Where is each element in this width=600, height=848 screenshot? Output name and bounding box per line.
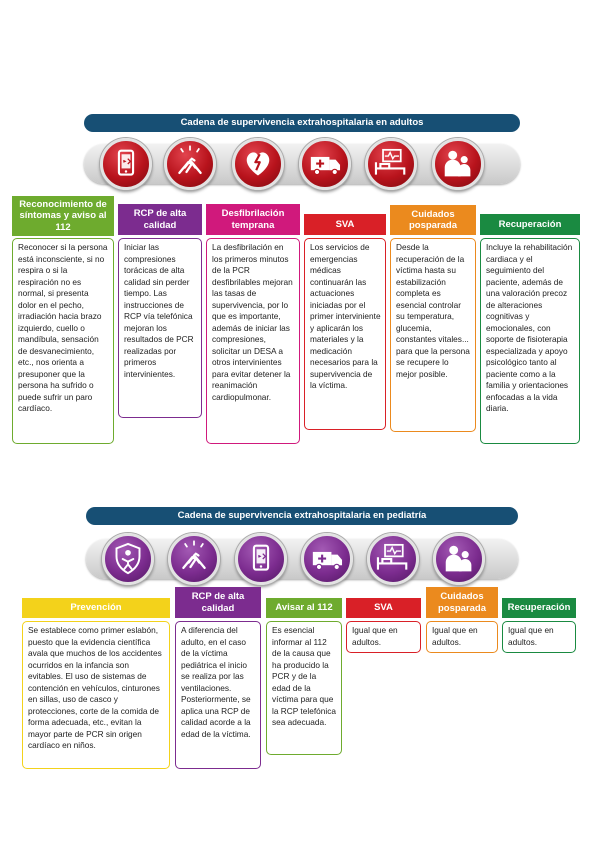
ambulance-icon <box>301 533 353 585</box>
hands-icon <box>164 138 216 190</box>
pediatrics-text-postcare: Igual que en adultos. <box>426 621 498 653</box>
phone-icon <box>235 533 287 585</box>
pediatrics-title: Cadena de supervivencia extrahospitalaria en pediatría <box>177 510 427 521</box>
adults-header-sva: SVA <box>304 214 386 235</box>
hands-icon <box>168 533 220 585</box>
adults-text-recognition: Reconocer si la persona está inconsciente, si no respira o si la respiración no es normal, si presenta dolor en el pecho, irradiación hacia brazo izquierdo, cuello o mandíbula, sensación de desvanecimiento, etc., nos orienta a presuponer que la persona ha sufrido o puede sufrir un paro cardíaco. <box>12 238 114 444</box>
family-icon <box>433 533 485 585</box>
pediatrics-text-prevention: Se establece como primer eslabón, puesto que la evidencia científica avala que muchos de los accidentes ocurridos en la infancia son evitables. El uso de sistemas de contención en vehículos, cinturones en sillas, uso de casco y protecciones, corte de la comida de forma adecuada, etc., evitan la mayor parte de PCR sin origen cardíaco en niños. <box>22 621 170 769</box>
pediatrics-text-rcp: A diferencia del adulto, en el caso de la víctima pediátrica el inicio se realiza por las ventilaciones. Posteriormente, se aplica una RCP de calidad acorde a la edad de la víctima. <box>175 621 261 769</box>
pediatrics-header-rcp: RCP de alta calidad <box>175 587 261 618</box>
pediatrics-header-call-112: Avisar al 112 <box>266 598 342 618</box>
pediatrics-header-recovery: Recuperación <box>502 598 576 618</box>
heart-bolt-icon <box>232 138 284 190</box>
pediatrics-text-recovery: Igual que en adultos. <box>502 621 576 653</box>
adults-header-defibrillation: Desfibrilación temprana <box>206 204 300 235</box>
hospital-bed-icon <box>367 533 419 585</box>
phone-icon <box>100 138 152 190</box>
child-shield-icon <box>102 533 154 585</box>
adults-title-banner <box>84 114 520 132</box>
adults-text-postcare: Desde la recuperación de la víctima hasta su estabilización completa es esencial controlar su temperatura, glucemia, constantes vitales... para que la persona se recupere lo mejor posible. <box>390 238 476 432</box>
adults-header-recognition: Reconocimiento de síntomas y aviso al 112 <box>12 196 114 236</box>
ambulance-icon <box>299 138 351 190</box>
pediatrics-header-prevention: Prevención <box>22 598 170 618</box>
pediatrics-text-sva: Igual que en adultos. <box>346 621 421 653</box>
hospital-bed-icon <box>365 138 417 190</box>
adults-header-rcp: RCP de alta calidad <box>118 204 202 235</box>
adults-text-rcp: Iniciar las compresiones torácicas de alta calidad sin perder tiempo. Las instrucciones de RCP vía telefónica mejoran los resultados de PCR realizadas por primeros intervinientes. <box>118 238 202 418</box>
pediatrics-header-sva: SVA <box>346 598 421 618</box>
pediatrics-header-postcare: Cuidados posparada <box>426 587 498 618</box>
pediatrics-text-call-112: Es esencial informar al 112 de la causa que ha producido la PCR y de la edad de la víctima para que la RCP telefónica sea adecuada. <box>266 621 342 755</box>
adults-text-defibrillation: La desfibrilación en los primeros minutos de la PCR desfibrilables mejoran las tasas de supervivencia, por lo que es importante, además de iniciar las compresiones, solicitar un DESA a otros intervinientes para evitar detener la reanimación cardiopulmonar. <box>206 238 300 444</box>
adults-text-sva: Los servicios de emergencias médicas continuarán las actuaciones iniciadas por el primer interviniente y aplicarán los materiales y la medicación necesarios para la supervivencia de la víctima. <box>304 238 386 430</box>
adults-header-recovery: Recuperación <box>480 214 580 235</box>
pediatrics-title-banner <box>86 507 518 525</box>
adults-title: Cadena de supervivencia extrahospitalaria en adultos <box>180 117 424 128</box>
adults-text-recovery: Incluye la rehabilitación cardiaca y el seguimiento del paciente, además de una valoración precoz de alteraciones cognitivas y emocionales, con soporte de fisioterapia especializada y apoyo psicológico tanto al paciente como a la familia y orientaciones enfocadas a la vida diaria. <box>480 238 580 444</box>
family-icon <box>432 138 484 190</box>
adults-header-postcare: Cuidados posparada <box>390 205 476 235</box>
